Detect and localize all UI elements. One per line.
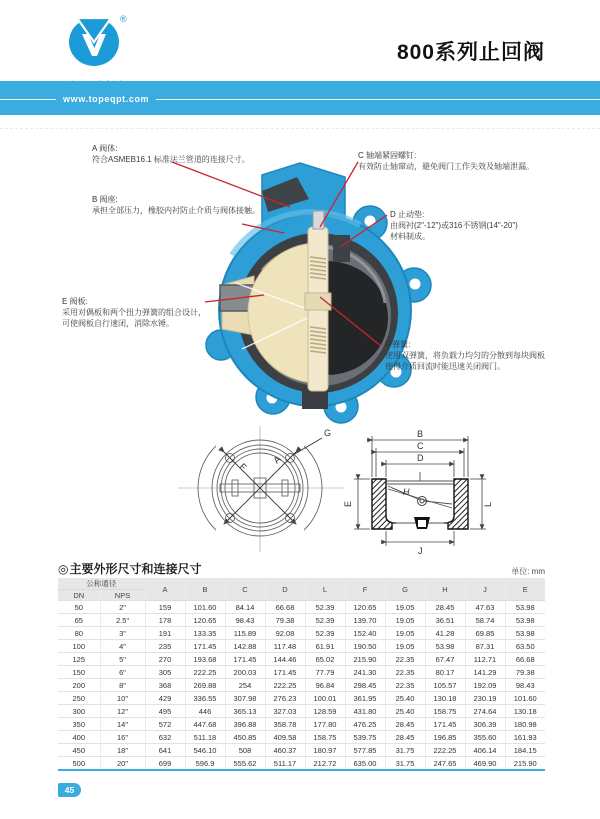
table-cell: 52.39 xyxy=(305,627,345,640)
table-cell: 355.60 xyxy=(465,731,505,744)
annotation-d-title: D 止动垫: xyxy=(390,210,425,219)
table-row xyxy=(58,627,545,640)
table-cell: 112.71 xyxy=(465,653,505,666)
table-cell: 305 xyxy=(145,666,185,679)
table-cell: 171.45 xyxy=(185,640,225,653)
annotation-f-title: F 弹簧: xyxy=(385,340,411,349)
table-cell: 177.80 xyxy=(305,718,345,731)
table-cell: 350 xyxy=(58,718,100,731)
table-cell: 100.01 xyxy=(305,692,345,705)
table-cell: 53.98 xyxy=(505,614,545,627)
table-cell: 192.09 xyxy=(465,679,505,692)
annotation-f-line2: 使得介质回流时能迅速关闭阀门。 xyxy=(385,362,505,371)
table-cell: 53.98 xyxy=(425,640,465,653)
annotation-d-line1: 由阀衬(2"-12")或316不锈钢(14"-20") xyxy=(390,221,518,230)
table-cell: 222.25 xyxy=(265,679,305,692)
table-cell: 77.79 xyxy=(305,666,345,679)
col-header-E: E xyxy=(505,578,545,601)
annotation-a-line1: 符合ASMEB16.1 标准法兰管道的连接尺寸。 xyxy=(92,155,250,164)
table-cell: 144.46 xyxy=(265,653,305,666)
table-cell: 632 xyxy=(145,731,185,744)
table-cell: 254 xyxy=(225,679,265,692)
table-cell: 52.39 xyxy=(305,614,345,627)
table-cell: 327.03 xyxy=(265,705,305,718)
table-cell: 53.98 xyxy=(505,627,545,640)
table-cell: 22.35 xyxy=(385,666,425,679)
table-title-text: 主要外形尺寸和连接尺寸 xyxy=(69,562,202,576)
table-cell: 6" xyxy=(100,666,145,679)
table-cell: 500 xyxy=(58,757,100,771)
col-header-L: L xyxy=(305,578,345,601)
table-row xyxy=(58,601,545,614)
table-cell: 20" xyxy=(100,757,145,771)
table-cell: 269.88 xyxy=(185,679,225,692)
table-cell: 25.40 xyxy=(385,692,425,705)
table-cell: 115.89 xyxy=(225,627,265,640)
table-cell: 69.85 xyxy=(465,627,505,640)
table-cell: 5" xyxy=(100,653,145,666)
table-cell: 306.39 xyxy=(465,718,505,731)
section-dim-j-label: J xyxy=(418,546,423,556)
table-cell: 406.14 xyxy=(465,744,505,757)
table-cell: 193.68 xyxy=(185,653,225,666)
table-cell: 2.5" xyxy=(100,614,145,627)
table-row xyxy=(58,640,545,653)
annotation-a-title: A 阀体: xyxy=(92,144,118,153)
table-cell: 98.43 xyxy=(225,614,265,627)
table-cell: 200 xyxy=(58,679,100,692)
table-cell: 336.55 xyxy=(185,692,225,705)
table-cell: 117.48 xyxy=(265,640,305,653)
table-cell: 80 xyxy=(58,627,100,640)
website-url: www.topeqpt.com xyxy=(63,94,150,104)
table-cell: 447.68 xyxy=(185,718,225,731)
table-head xyxy=(58,578,545,601)
table-cell: 84.14 xyxy=(225,601,265,614)
annotation-f xyxy=(385,339,545,372)
table-cell: 180.97 xyxy=(305,744,345,757)
table-cell: 65 xyxy=(58,614,100,627)
table-cell: 19.05 xyxy=(385,627,425,640)
table-cell: 67.47 xyxy=(425,653,465,666)
dimensions-table xyxy=(58,578,545,771)
table-cell: 87.31 xyxy=(465,640,505,653)
shaft-screw xyxy=(313,211,324,229)
page-number-badge: 45 xyxy=(58,783,81,797)
table-cell: 128.59 xyxy=(305,705,345,718)
section-dim-e-label: E xyxy=(343,500,353,507)
section-dim-c-label: C xyxy=(417,441,424,451)
table-cell: 200.03 xyxy=(225,666,265,679)
section-dim-d-label: D xyxy=(417,453,424,463)
table-cell: 635.00 xyxy=(345,757,385,771)
table-cell: 450.85 xyxy=(225,731,265,744)
annotation-f-line1: 使用双弹簧，将负载力均匀的分散到每块阀板 xyxy=(385,351,545,360)
table-cell: 96.84 xyxy=(305,679,345,692)
table-cell: 47.63 xyxy=(465,601,505,614)
separator-dashed xyxy=(0,128,600,129)
dimension-drawings xyxy=(120,424,510,558)
table-cell: 158.75 xyxy=(305,731,345,744)
table-cell: 98.43 xyxy=(505,679,545,692)
table-cell: 274.64 xyxy=(465,705,505,718)
table-row xyxy=(58,666,545,679)
table-cell: 130.18 xyxy=(505,705,545,718)
table-cell: 215.90 xyxy=(505,757,545,771)
table-row xyxy=(58,679,545,692)
table-cell: 539.75 xyxy=(345,731,385,744)
table-cell: 270 xyxy=(145,653,185,666)
table-cell: 596.9 xyxy=(185,757,225,771)
table-cell: 190.50 xyxy=(345,640,385,653)
col-header-nps: NPS xyxy=(100,590,145,601)
table-cell: 191 xyxy=(145,627,185,640)
table-cell: 508 xyxy=(225,744,265,757)
col-header-J: J xyxy=(465,578,505,601)
table-row xyxy=(58,718,545,731)
annotation-e-line2: 可使阀板自行速闭，消除水锤。 xyxy=(62,319,174,328)
table-row xyxy=(58,744,545,757)
table-cell: 22.35 xyxy=(385,653,425,666)
table-cell: 25.40 xyxy=(385,705,425,718)
table-cell: 641 xyxy=(145,744,185,757)
table-cell: 79.38 xyxy=(265,614,305,627)
table-cell: 161.93 xyxy=(505,731,545,744)
table-row xyxy=(58,653,545,666)
table-cell: 298.45 xyxy=(345,679,385,692)
table-cell: 66.68 xyxy=(265,601,305,614)
table-cell: 171.45 xyxy=(265,666,305,679)
table-cell: 66.68 xyxy=(505,653,545,666)
table-cell: 158.75 xyxy=(425,705,465,718)
table-body xyxy=(58,601,545,771)
table-cell: 495 xyxy=(145,705,185,718)
table-cell: 178 xyxy=(145,614,185,627)
table-cell: 22.35 xyxy=(385,679,425,692)
section-dim-h-label: H xyxy=(403,487,410,497)
table-cell: 79.38 xyxy=(505,666,545,679)
table-row xyxy=(58,705,545,718)
table-cell: 699 xyxy=(145,757,185,771)
col-header-F: F xyxy=(345,578,385,601)
page-title: 800系列止回阀 xyxy=(396,41,545,64)
annotation-b-title: B 阀座: xyxy=(92,195,118,204)
table-cell: 215.90 xyxy=(345,653,385,666)
table-cell: 18" xyxy=(100,744,145,757)
table-cell: 53.98 xyxy=(505,601,545,614)
table-cell: 171.45 xyxy=(425,718,465,731)
table-cell: 511.18 xyxy=(185,731,225,744)
table-cell: 125 xyxy=(58,653,100,666)
table-row xyxy=(58,692,545,705)
table-cell: 180.98 xyxy=(505,718,545,731)
table-cell: 196.85 xyxy=(425,731,465,744)
annotation-d xyxy=(390,209,518,242)
table-cell: 14" xyxy=(100,718,145,731)
table-cell: 63.50 xyxy=(505,640,545,653)
table-cell: 31.75 xyxy=(385,744,425,757)
table-cell: 142.88 xyxy=(225,640,265,653)
table-cell: 19.05 xyxy=(385,601,425,614)
table-cell: 429 xyxy=(145,692,185,705)
stop-pad xyxy=(333,235,350,262)
table-cell: 159 xyxy=(145,601,185,614)
table-cell: 50 xyxy=(58,601,100,614)
table-cell: 446 xyxy=(185,705,225,718)
col-header-G: G xyxy=(385,578,425,601)
table-row xyxy=(58,614,545,627)
table-cell: 16" xyxy=(100,731,145,744)
table-cell: 139.70 xyxy=(345,614,385,627)
annotation-d-line2: 材料制成。 xyxy=(390,232,430,241)
annotation-c-line1: 有效防止轴窜动，避免阀门工作失效及轴端泄漏。 xyxy=(358,162,534,171)
front-dim-f-label: F xyxy=(237,461,249,473)
table-cell: 28.45 xyxy=(425,601,465,614)
table-unit-label: 单位: mm xyxy=(511,567,545,576)
table-cell: 368 xyxy=(145,679,185,692)
table-cell: 61.91 xyxy=(305,640,345,653)
table-cell: 247.65 xyxy=(425,757,465,771)
table-cell: 555.62 xyxy=(225,757,265,771)
table-cell: 241.30 xyxy=(345,666,385,679)
front-view-drawing xyxy=(178,426,344,552)
table-cell: 577.85 xyxy=(345,744,385,757)
table-cell: 431.80 xyxy=(345,705,385,718)
table-cell: 28.45 xyxy=(385,731,425,744)
table-cell: 152.40 xyxy=(345,627,385,640)
table-cell: 19.05 xyxy=(385,614,425,627)
col-header-B: B xyxy=(185,578,225,601)
header-band xyxy=(0,81,600,115)
table-cell: 130.18 xyxy=(425,692,465,705)
logo-emblem-icon xyxy=(64,12,130,70)
table-cell: 365.13 xyxy=(225,705,265,718)
table-cell: 150 xyxy=(58,666,100,679)
table-cell: 460.37 xyxy=(265,744,305,757)
table-header-row xyxy=(58,560,545,577)
table-row xyxy=(58,757,545,771)
table-cell: 572 xyxy=(145,718,185,731)
table-cell: 469.90 xyxy=(465,757,505,771)
table-title xyxy=(58,560,202,577)
table-cell: 212.72 xyxy=(305,757,345,771)
table-cell: 101.60 xyxy=(505,692,545,705)
table-cell: 133.35 xyxy=(185,627,225,640)
table-row xyxy=(58,731,545,744)
table-cell: 511.17 xyxy=(265,757,305,771)
annotation-b-line1: 承担全部压力，橡胶内衬防止介质与阀体接触。 xyxy=(92,206,260,215)
front-dim-a-label: A xyxy=(271,454,283,466)
rule-right xyxy=(156,99,600,100)
table-cell: 92.08 xyxy=(265,627,305,640)
table-cell: 120.65 xyxy=(185,614,225,627)
table-cell: 2" xyxy=(100,601,145,614)
table-cell: 65.02 xyxy=(305,653,345,666)
col-group-nominal-diameter: 公称通径 xyxy=(58,578,145,590)
table-cell: 8" xyxy=(100,679,145,692)
table-cell: 31.75 xyxy=(385,757,425,771)
table-cell: 400 xyxy=(58,731,100,744)
annotation-a xyxy=(92,143,250,165)
table-cell: 80.17 xyxy=(425,666,465,679)
table-cell: 12" xyxy=(100,705,145,718)
table-cell: 546.10 xyxy=(185,744,225,757)
col-header-dn: DN xyxy=(58,590,100,601)
annotation-e-line1: 采用对偶板和两个扭力弹簧的组合设计， xyxy=(62,308,206,317)
table-cell: 10" xyxy=(100,692,145,705)
valve-cutaway-illustration xyxy=(0,135,600,425)
table-cell: 276.23 xyxy=(265,692,305,705)
col-header-D: D xyxy=(265,578,305,601)
table-cell: 361.95 xyxy=(345,692,385,705)
table-cell: 171.45 xyxy=(225,653,265,666)
col-header-C: C xyxy=(225,578,265,601)
table-cell: 476.25 xyxy=(345,718,385,731)
table-cell: 184.15 xyxy=(505,744,545,757)
rule-left xyxy=(0,99,56,100)
table-cell: 101.60 xyxy=(185,601,225,614)
table-cell: 100 xyxy=(58,640,100,653)
website-rule xyxy=(0,94,600,104)
section-dim-l-label: L xyxy=(483,501,493,507)
table-cell: 222.25 xyxy=(425,744,465,757)
table-cell: 358.78 xyxy=(265,718,305,731)
annotation-c-title: C 轴端紧固螺钉: xyxy=(358,151,417,160)
table-cell: 52.39 xyxy=(305,601,345,614)
col-header-H: H xyxy=(425,578,465,601)
section-dim-b-label: B xyxy=(417,429,424,439)
col-header-A: A xyxy=(145,578,185,601)
table-cell: 36.51 xyxy=(425,614,465,627)
annotation-b xyxy=(92,194,260,216)
table-cell: 28.45 xyxy=(385,718,425,731)
table-cell: 235 xyxy=(145,640,185,653)
table-title-bullet: ◎ xyxy=(58,562,69,576)
table-cell: 230.19 xyxy=(465,692,505,705)
table-cell: 120.65 xyxy=(345,601,385,614)
annotation-e xyxy=(62,296,206,329)
table-cell: 300 xyxy=(58,705,100,718)
front-dim-g-label: G xyxy=(324,428,332,438)
annotation-c xyxy=(358,150,534,172)
table-cell: 396.88 xyxy=(225,718,265,731)
registered-mark: ® xyxy=(120,14,127,24)
table-cell: 4" xyxy=(100,640,145,653)
table-cell: 19.05 xyxy=(385,640,425,653)
table-cell: 222.25 xyxy=(185,666,225,679)
table-cell: 409.58 xyxy=(265,731,305,744)
table-cell: 105.57 xyxy=(425,679,465,692)
table-cell: 250 xyxy=(58,692,100,705)
annotation-e-title: E 阀板: xyxy=(62,297,88,306)
table-cell: 450 xyxy=(58,744,100,757)
table-cell: 41.28 xyxy=(425,627,465,640)
table-cell: 3" xyxy=(100,627,145,640)
table-cell: 58.74 xyxy=(465,614,505,627)
table-cell: 141.29 xyxy=(465,666,505,679)
table-cell: 307.98 xyxy=(225,692,265,705)
